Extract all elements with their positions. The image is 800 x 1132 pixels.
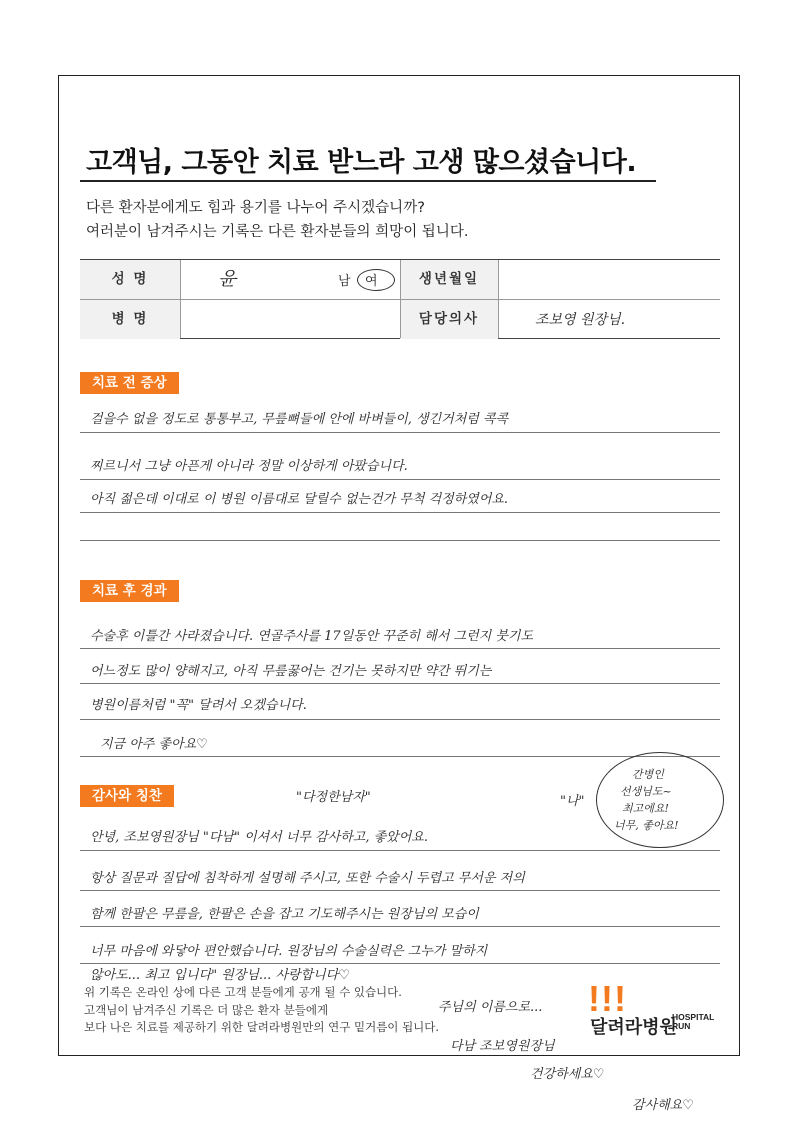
hospital-logo-en-2: RUN xyxy=(672,1021,691,1031)
writing-line xyxy=(80,479,720,480)
thanks-line-4: 너무 마음에 와닿아 편안했습니다. 원장님의 수술실력은 그누가 말하지 xyxy=(90,944,488,959)
intro-line-2: 여러분이 남겨주시는 기록은 다른 환자분들의 희망이 됩니다. xyxy=(86,224,469,240)
name-value[interactable]: 윤 xyxy=(218,268,237,290)
thanks-extra-4: 감사해요♡ xyxy=(632,1098,694,1113)
writing-line xyxy=(80,683,720,684)
hospital-logo-icon: !!! xyxy=(588,978,627,1019)
thanks-line-3: 함께 한팔은 무릎을, 한팔은 손을 잡고 기도해주시는 원장님의 모습이 xyxy=(90,907,479,922)
writing-line xyxy=(80,648,720,649)
footer-line-3: 보다 나은 치료를 제공하기 위한 달려라병원만의 연구 밑거름이 됩니다. xyxy=(84,1020,440,1034)
section-badge-before: 치료 전 증상 xyxy=(80,372,179,394)
writing-line xyxy=(80,756,720,757)
gender-male[interactable]: 남 xyxy=(338,274,351,289)
footer-line-2: 고객님이 남겨주신 기록은 더 많은 환자 분들에게 xyxy=(84,1003,329,1017)
thanks-line-1: 안녕, 조보영원장님 "다남" 이셔서 너무 감사하고, 좋았어요. xyxy=(90,830,428,845)
bubble-line-2: 선생님도~ xyxy=(620,785,672,798)
patient-info-table xyxy=(80,259,720,339)
disease-label: 병 명 xyxy=(80,300,180,339)
doctor-label: 담당의사 xyxy=(400,300,498,339)
table-divider xyxy=(180,260,181,338)
thanks-note-top: "다정한남자" xyxy=(296,790,371,805)
title-underline xyxy=(80,180,656,182)
after-line-2: 어느정도 많이 양해지고, 아직 무릎꿇어는 건기는 못하지만 약간 뛰기는 xyxy=(90,664,492,679)
before-line-2: 찌르니서 그냥 아픈게 아니라 정말 이상하게 아팠습니다. xyxy=(90,459,408,474)
thanks-line-5: 않아도... 최고 입니다" 원장님... 사랑합니다♡ xyxy=(90,968,350,983)
gender-female[interactable]: 여 xyxy=(365,274,378,289)
hospital-logo-en-1: HOSPITAL xyxy=(672,1012,715,1022)
doctor-value[interactable]: 조보영 원장님. xyxy=(535,312,626,328)
section-badge-thanks: 감사와 칭찬 xyxy=(80,785,174,807)
name-label: 성 명 xyxy=(80,260,180,299)
writing-line xyxy=(80,850,720,851)
after-line-3: 병원이름처럼 "꼭" 달려서 오겠습니다. xyxy=(90,698,307,713)
footer-line-1: 위 기록은 온라인 상에 다른 고객 분들에게 공개 될 수 있습니다. xyxy=(84,985,402,999)
birth-label: 생년월일 xyxy=(400,260,498,299)
table-divider xyxy=(400,260,401,338)
section-badge-after: 치료 후 경과 xyxy=(80,580,179,602)
before-line-1: 걸을수 없을 정도로 통통부고, 무릎뼈들에 안에 바벼들이, 생긴거처럼 콕콕 xyxy=(90,412,509,427)
gender-circle-mark xyxy=(357,269,395,291)
writing-line xyxy=(80,926,720,927)
writing-line xyxy=(80,890,720,891)
bubble-line-4: 너무, 좋아요! xyxy=(614,819,679,832)
form-title: 고객님, 그동안 치료 받느라 고생 많으셨습니다. xyxy=(86,147,637,178)
table-divider xyxy=(498,260,499,338)
thanks-extra-2: 다남 조보영원장님 xyxy=(450,1039,555,1054)
after-line-4: 지금 아주 좋아요♡ xyxy=(100,737,208,752)
bubble-line-3: 최고에요! xyxy=(622,802,669,815)
thanks-line-2: 항상 질문과 질답에 침착하게 설명해 주시고, 또한 수술시 두렵고 무서운 저의 xyxy=(90,871,525,886)
thanks-extra-1: 주님의 이름으로... xyxy=(438,1000,543,1015)
thanks-note-quote: "나" xyxy=(560,794,585,809)
intro-line-1: 다른 환자분에게도 힘과 용기를 나누어 주시겠습니까? xyxy=(86,200,425,216)
writing-line xyxy=(80,432,720,433)
writing-line xyxy=(80,512,720,513)
bubble-line-1: 간병인 xyxy=(632,768,664,781)
writing-line xyxy=(80,540,720,541)
writing-line xyxy=(80,719,720,720)
after-line-1: 수술후 이틀간 사라졌습니다. 연골주사를 17일동안 꾸준히 해서 그런지 붓기도 xyxy=(90,629,534,644)
thanks-extra-3: 건강하세요♡ xyxy=(530,1067,605,1082)
before-line-3: 아직 젊은데 이대로 이 병원 이름대로 달릴수 없는건가 무척 걱정하였어요. xyxy=(90,492,509,507)
hospital-logo-name: 달려라병원 xyxy=(590,1017,677,1037)
